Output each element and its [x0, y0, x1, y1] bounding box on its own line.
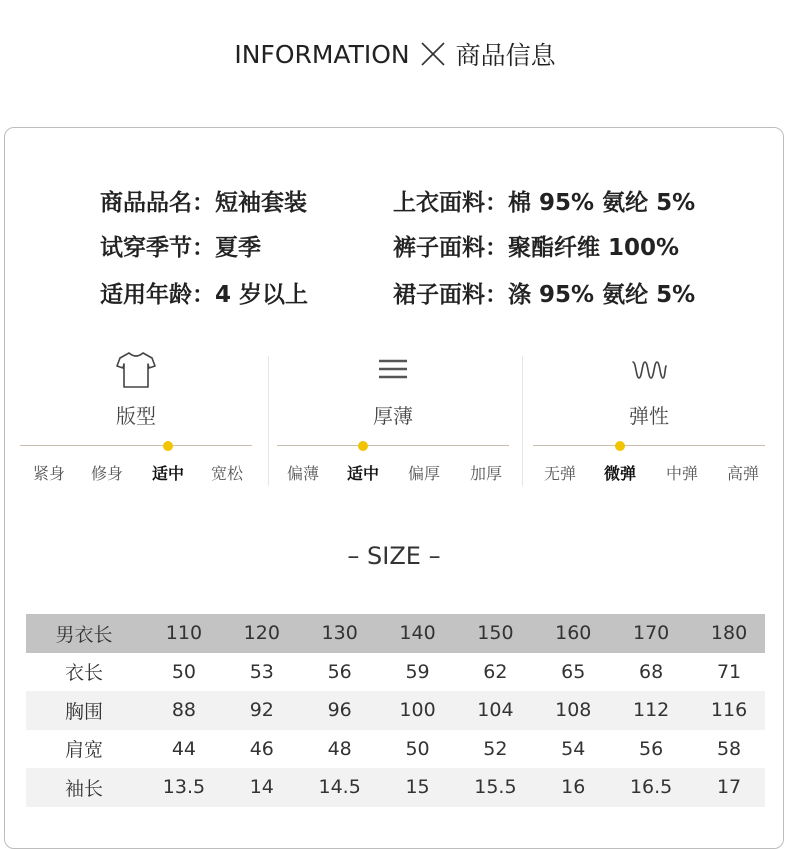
attribute-title: 版型 [116, 404, 156, 428]
option-label: 偏厚 [407, 464, 440, 483]
option-label-selected: 适中 [151, 464, 184, 483]
layers-icon [371, 348, 415, 392]
attribute-elasticity [533, 348, 765, 488]
option-label-selected: 微弹 [603, 464, 636, 483]
table-cell: 120 [226, 614, 298, 653]
info-card [4, 127, 784, 849]
table-cell: 58 [716, 737, 742, 760]
attribute-fit [20, 348, 252, 488]
table-cell: 50 [171, 660, 197, 683]
info-key: 试穿季节： [100, 235, 215, 261]
table-cell: 54 [561, 737, 586, 760]
attribute-indicator [358, 441, 368, 451]
info-top-fabric [393, 184, 695, 217]
elastic-icon [627, 348, 671, 392]
table-cell: 15.5 [453, 768, 537, 807]
option-label: 高弹 [726, 464, 759, 483]
table-cell: 53 [249, 660, 274, 683]
option-label: 修身 [90, 464, 123, 483]
info-pants-fabric [393, 229, 679, 262]
option-label: 无弹 [543, 464, 576, 483]
attribute-title: 弹性 [629, 404, 669, 428]
table-cell: 46 [249, 737, 274, 760]
size-section-title: – SIZE – [347, 542, 441, 570]
attribute-track [533, 445, 765, 446]
table-cell: 88 [142, 691, 226, 730]
table-cell: 92 [226, 691, 298, 730]
info-product-name [100, 184, 307, 217]
info-age [100, 276, 308, 309]
info-key: 裙子面料： [393, 282, 508, 308]
info-value: 涤 95% 氨纶 5% [508, 282, 696, 308]
table-cell: 62 [483, 660, 508, 683]
table-cell: 160 [537, 614, 609, 653]
option-label: 宽松 [210, 464, 243, 483]
option-label: 紧身 [32, 464, 65, 483]
table-cell: 16.5 [609, 768, 693, 807]
table-cell: 68 [639, 660, 664, 683]
product-info-grid [5, 128, 783, 328]
attribute-title: 厚薄 [373, 404, 413, 428]
table-cell: 15 [382, 768, 454, 807]
table-cell: 17 [693, 768, 765, 807]
info-key: 适用年龄： [100, 282, 215, 308]
table-cell: 180 [693, 614, 765, 653]
table-cell: 104 [453, 691, 537, 730]
attribute-indicator [163, 441, 173, 451]
attribute-track [20, 445, 252, 446]
info-value: 聚酯纤维 100% [508, 235, 680, 261]
table-cell: 衣长 [64, 662, 103, 685]
table-cell: 肩宽 [64, 739, 103, 762]
info-value: 短袖套装 [215, 190, 307, 216]
table-row [26, 691, 765, 730]
divider [268, 356, 269, 486]
table-cell: 96 [298, 691, 382, 730]
table-cell: 170 [609, 614, 693, 653]
table-cell: 14 [226, 768, 298, 807]
table-cell: 130 [298, 614, 382, 653]
info-key: 上衣面料： [393, 190, 508, 216]
info-key: 裤子面料： [393, 235, 508, 261]
table-cell: 56 [327, 660, 352, 683]
attribute-options [533, 461, 765, 485]
tshirt-icon [114, 348, 158, 392]
table-cell: 116 [693, 691, 765, 730]
table-cell: 71 [716, 660, 742, 683]
header-title-cn: 商品信息 [455, 41, 556, 70]
divider [522, 356, 523, 486]
info-value: 棉 95% 氨纶 5% [508, 190, 696, 216]
table-cell: 100 [382, 691, 454, 730]
option-label: 偏薄 [286, 464, 319, 483]
table-cell: 108 [537, 691, 609, 730]
table-cell: 52 [483, 737, 508, 760]
table-cell: 150 [453, 614, 537, 653]
table-cell: 110 [142, 614, 226, 653]
size-table [26, 614, 765, 807]
option-label: 加厚 [469, 464, 502, 483]
table-cell: 65 [561, 660, 586, 683]
size-table-header [26, 614, 765, 653]
table-cell: 袖长 [26, 768, 142, 807]
table-row [26, 768, 765, 807]
x-icon [420, 41, 446, 67]
attribute-indicator [615, 441, 625, 451]
table-cell: 44 [171, 737, 197, 760]
table-row [26, 653, 765, 692]
info-skirt-fabric [393, 276, 695, 309]
page-header [0, 34, 790, 74]
table-cell: 男衣长 [26, 614, 142, 653]
table-row [26, 730, 765, 769]
table-cell: 112 [609, 691, 693, 730]
info-value: 4 岁以上 [215, 282, 309, 308]
attribute-options [20, 461, 252, 485]
attribute-track [277, 445, 509, 446]
table-cell: 48 [327, 737, 352, 760]
table-cell: 14.5 [298, 768, 382, 807]
option-label-selected: 适中 [346, 464, 379, 483]
header-title-en: INFORMATION [234, 39, 410, 69]
info-season [100, 229, 261, 262]
attribute-options [277, 461, 509, 485]
table-cell: 140 [382, 614, 454, 653]
table-cell: 胸围 [26, 691, 142, 730]
table-cell: 56 [639, 737, 664, 760]
table-cell: 16 [537, 768, 609, 807]
info-value: 夏季 [215, 235, 261, 261]
table-cell: 13.5 [142, 768, 226, 807]
table-cell: 59 [405, 660, 430, 683]
info-key: 商品品名： [100, 190, 215, 216]
table-cell: 50 [405, 737, 430, 760]
option-label: 中弹 [665, 464, 698, 483]
attribute-thickness [277, 348, 509, 488]
